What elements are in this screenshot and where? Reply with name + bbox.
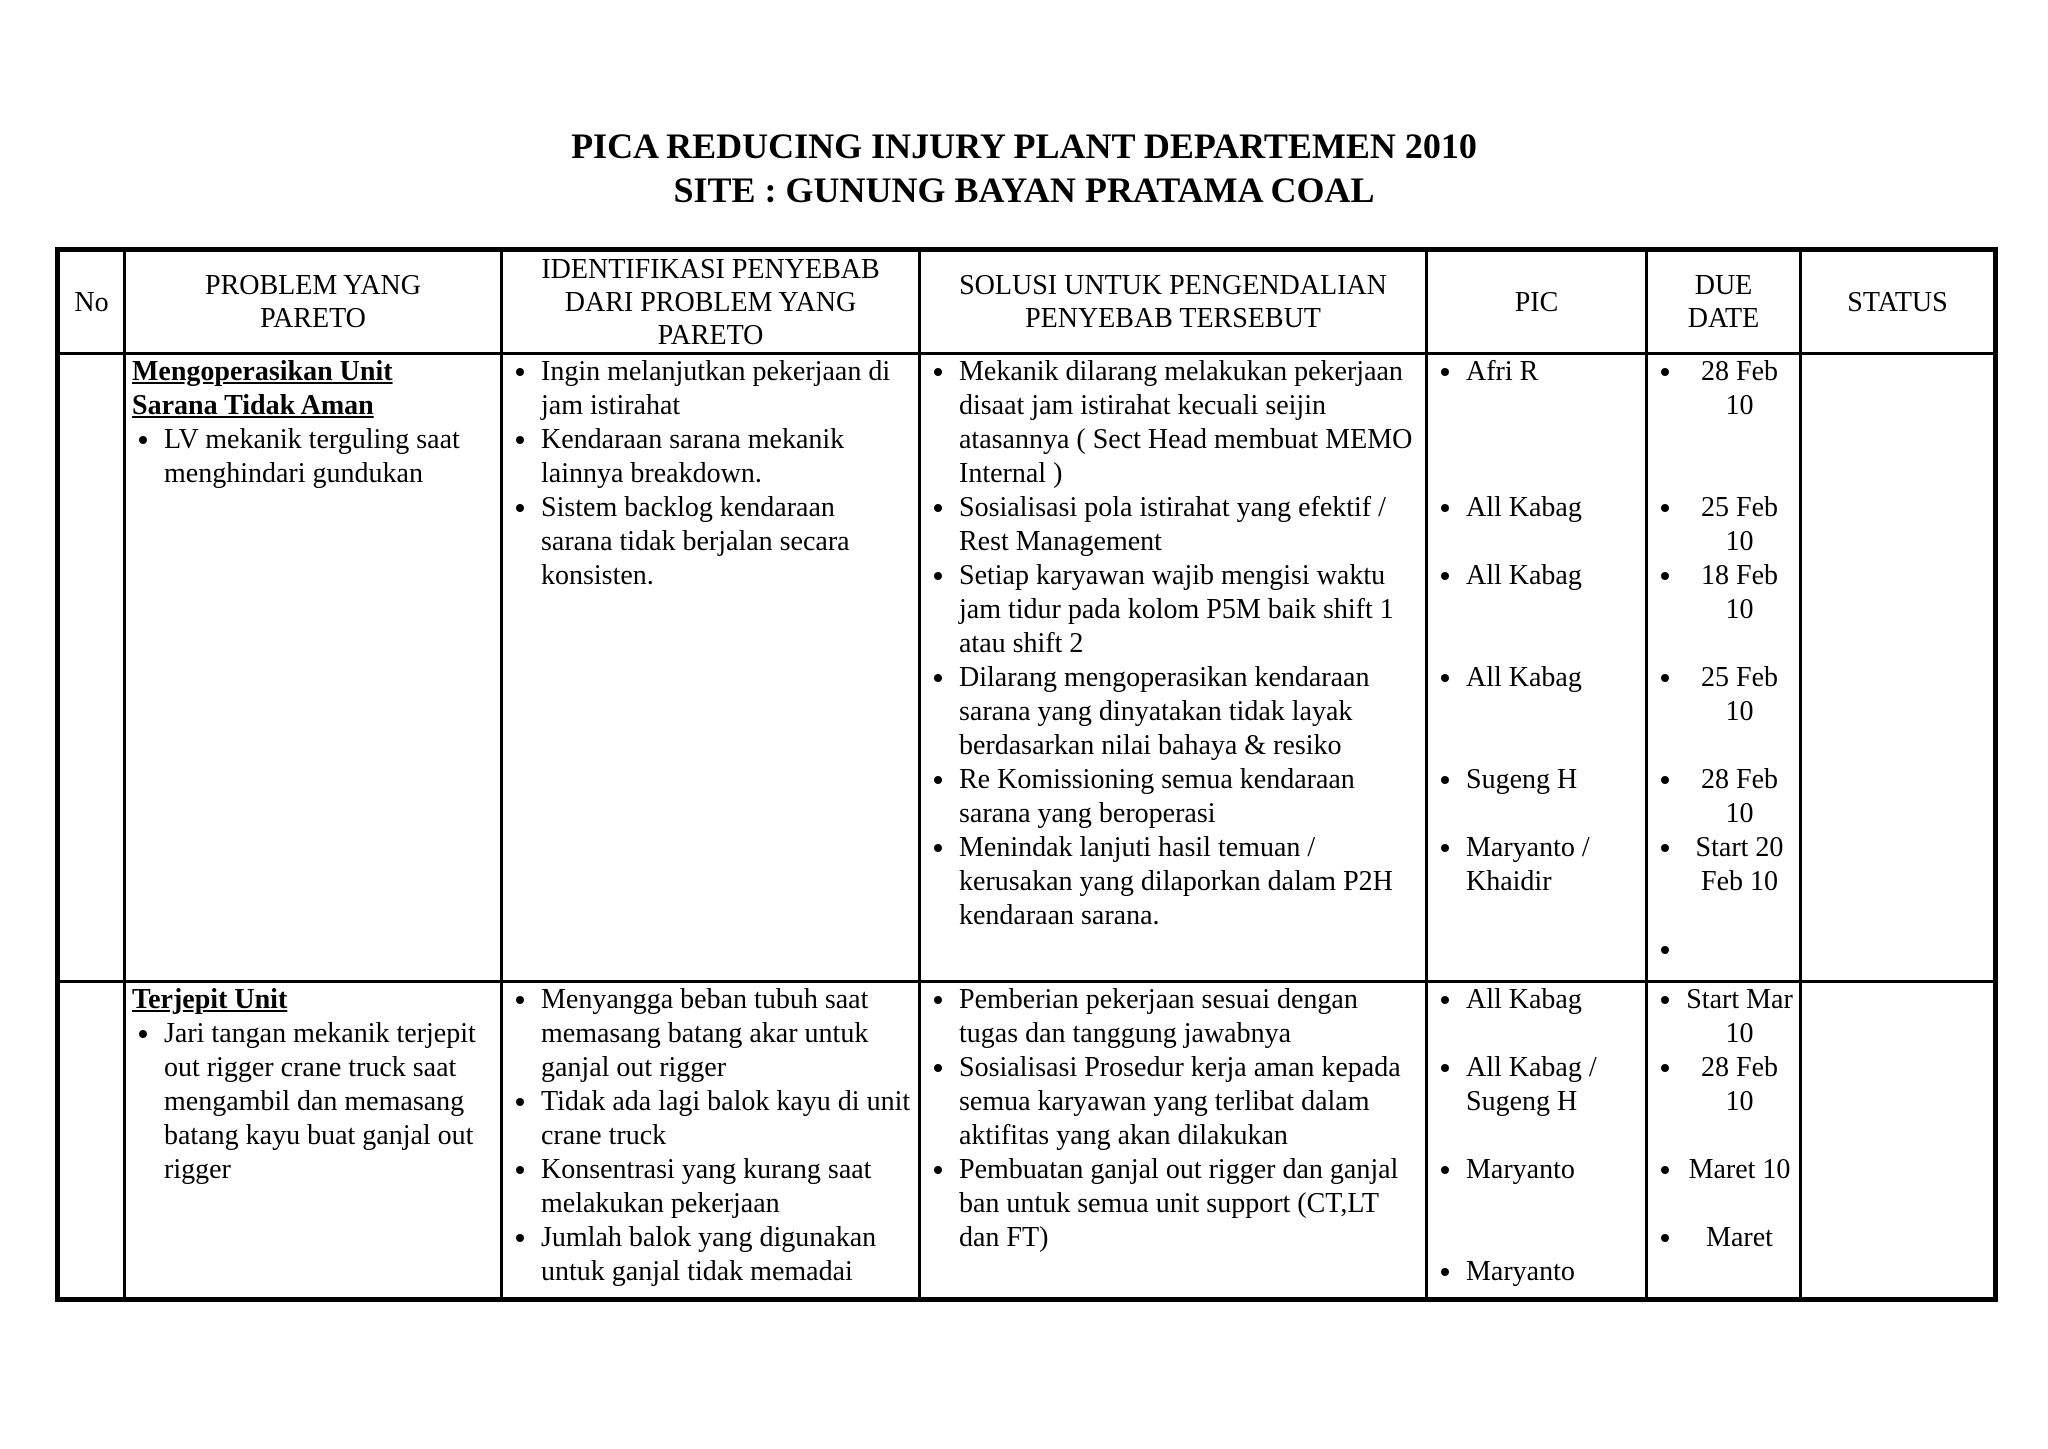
list-item: • Dilarang mengoperasikan kendaraan sarana yang dinyatakan tidak layak berdasarkan nilai bahaya & resiko: [957, 661, 1419, 763]
row-no: [58, 354, 125, 982]
problem-title: Terjepit Unit: [132, 984, 288, 1015]
list-item: • Sosialisasi Prosedur kerja aman kepada semua karyawan yang terlibat dalam aktifitas yang akan dilakukan: [957, 1051, 1419, 1153]
list-item: • Setiap karyawan wajib mengisi waktu jam tidur pada kolom P5M baik shift 1 atau shift 2: [957, 559, 1419, 661]
causes-cell: [502, 354, 920, 982]
list-item: • Menindak lanjuti hasil temuan / kerusakan yang dilaporkan dalam P2H kendaraan sarana.: [957, 831, 1419, 933]
header-identifikasi: IDENTIFIKASI PENYEBAB DARI PROBLEM YANG PARETO: [502, 250, 920, 354]
header-solusi: SOLUSI UNTUK PENGENDALIAN PENYEBAB TERSEBUT: [920, 250, 1427, 354]
list-item: • Maryanto / Khaidir: [1464, 831, 1639, 899]
list-item: • Kendaraan sarana mekanik lainnya breakdown.: [539, 423, 912, 491]
list-item: • 18 Feb 10: [1684, 559, 1793, 627]
list-item: • 25 Feb 10: [1684, 661, 1793, 729]
list-item: • Pembuatan ganjal out rigger dan ganjal ban untuk semua unit support (CT,LT dan FT): [957, 1153, 1419, 1255]
solutions-cell: [920, 982, 1427, 1300]
due-date-cell: [1647, 354, 1801, 982]
list-item: • Jari tangan mekanik terjepit out rigger crane truck saat mengambil dan memasang batang kayu buat ganjal out rigger: [162, 1017, 494, 1187]
list-item: • Start Mar 10: [1684, 983, 1793, 1051]
list-item: • Start 20 Feb 10: [1684, 831, 1793, 899]
list-item: • Pemberian pekerjaan sesuai dengan tugas dan tanggung jawabnya: [957, 983, 1419, 1051]
header-no: No: [58, 250, 125, 354]
problem-list: [132, 423, 494, 491]
list-item: • All Kabag: [1464, 491, 1639, 525]
header-problem: PROBLEM YANG PARETO: [125, 250, 502, 354]
site-title: SITE : GUNUNG BAYAN PRATAMA COAL: [673, 170, 1375, 210]
status-cell: [1801, 982, 1996, 1300]
causes-list: [509, 983, 912, 1289]
list-item: • 28 Feb 10: [1684, 1051, 1793, 1119]
list-item: • Sosialisasi pola istirahat yang efektif / Rest Management: [957, 491, 1419, 559]
header-status: STATUS: [1801, 250, 1996, 354]
solutions-cell: [920, 354, 1427, 982]
list-item: • All Kabag / Sugeng H: [1464, 1051, 1639, 1119]
list-item: • Konsentrasi yang kurang saat melakukan pekerjaan: [539, 1153, 912, 1221]
list-item: • 28 Feb 10: [1684, 763, 1793, 831]
list-item: • Tidak ada lagi balok kayu di unit crane truck: [539, 1085, 912, 1153]
list-item: • Maret 10: [1684, 1153, 1793, 1187]
list-item: • Maret: [1684, 1221, 1793, 1255]
problem-cell: [125, 354, 502, 982]
table-row: [58, 982, 1996, 1300]
list-item: • 25 Feb 10: [1684, 491, 1793, 559]
list-item: • Afri R: [1464, 355, 1639, 389]
list-item: • Maryanto: [1464, 1255, 1639, 1289]
list-item: • Menyangga beban tubuh saat memasang batang akar untuk ganjal out rigger: [539, 983, 912, 1085]
due-date-list: [1654, 355, 1793, 967]
problem-cell: [125, 982, 502, 1300]
causes-cell: [502, 982, 920, 1300]
list-item: • Sugeng H: [1464, 763, 1639, 797]
table-row: [58, 354, 1996, 982]
causes-list: [509, 355, 912, 593]
header-row: [58, 250, 1996, 354]
pic-cell: [1427, 982, 1647, 1300]
header-pic: PIC: [1427, 250, 1647, 354]
list-item: • 28 Feb 10: [1684, 355, 1793, 423]
list-item: • Maryanto: [1464, 1153, 1639, 1187]
due-date-list: [1654, 983, 1793, 1255]
list-item: • All Kabag: [1464, 983, 1639, 1017]
list-item: • All Kabag: [1464, 559, 1639, 593]
list-item: • Re Komissioning semua kendaraan sarana yang beroperasi: [957, 763, 1419, 831]
list-item: • Mekanik dilarang melakukan pekerjaan disaat jam istirahat kecuali seijin atasannya ( Sect Head membuat MEMO Internal ): [957, 355, 1419, 491]
status-cell: [1801, 354, 1996, 982]
pic-cell: [1427, 354, 1647, 982]
solutions-list: [927, 983, 1419, 1255]
pic-list: [1434, 983, 1639, 1289]
due-date-cell: [1647, 982, 1801, 1300]
list-item: • Ingin melanjutkan pekerjaan di jam istirahat: [539, 355, 912, 423]
problem-title: Mengoperasikan Unit: [132, 356, 393, 387]
row-no: [58, 982, 125, 1300]
list-item: • Jumlah balok yang digunakan untuk ganjal tidak memadai: [539, 1221, 912, 1289]
pica-table: [55, 247, 1998, 1302]
pic-list: [1434, 355, 1639, 899]
document-title: PICA REDUCING INJURY PLANT DEPARTEMEN 2010: [571, 126, 1477, 166]
problem-title: Sarana Tidak Aman: [132, 390, 374, 421]
header-due-date: DUE DATE: [1647, 250, 1801, 354]
list-item: • LV mekanik terguling saat menghindari gundukan: [162, 423, 494, 491]
list-item: • All Kabag: [1464, 661, 1639, 695]
problem-list: [132, 1017, 494, 1187]
list-item: • Sistem backlog kendaraan sarana tidak berjalan secara konsisten.: [539, 491, 912, 593]
solutions-list: [927, 355, 1419, 933]
list-item: [1684, 933, 1793, 967]
